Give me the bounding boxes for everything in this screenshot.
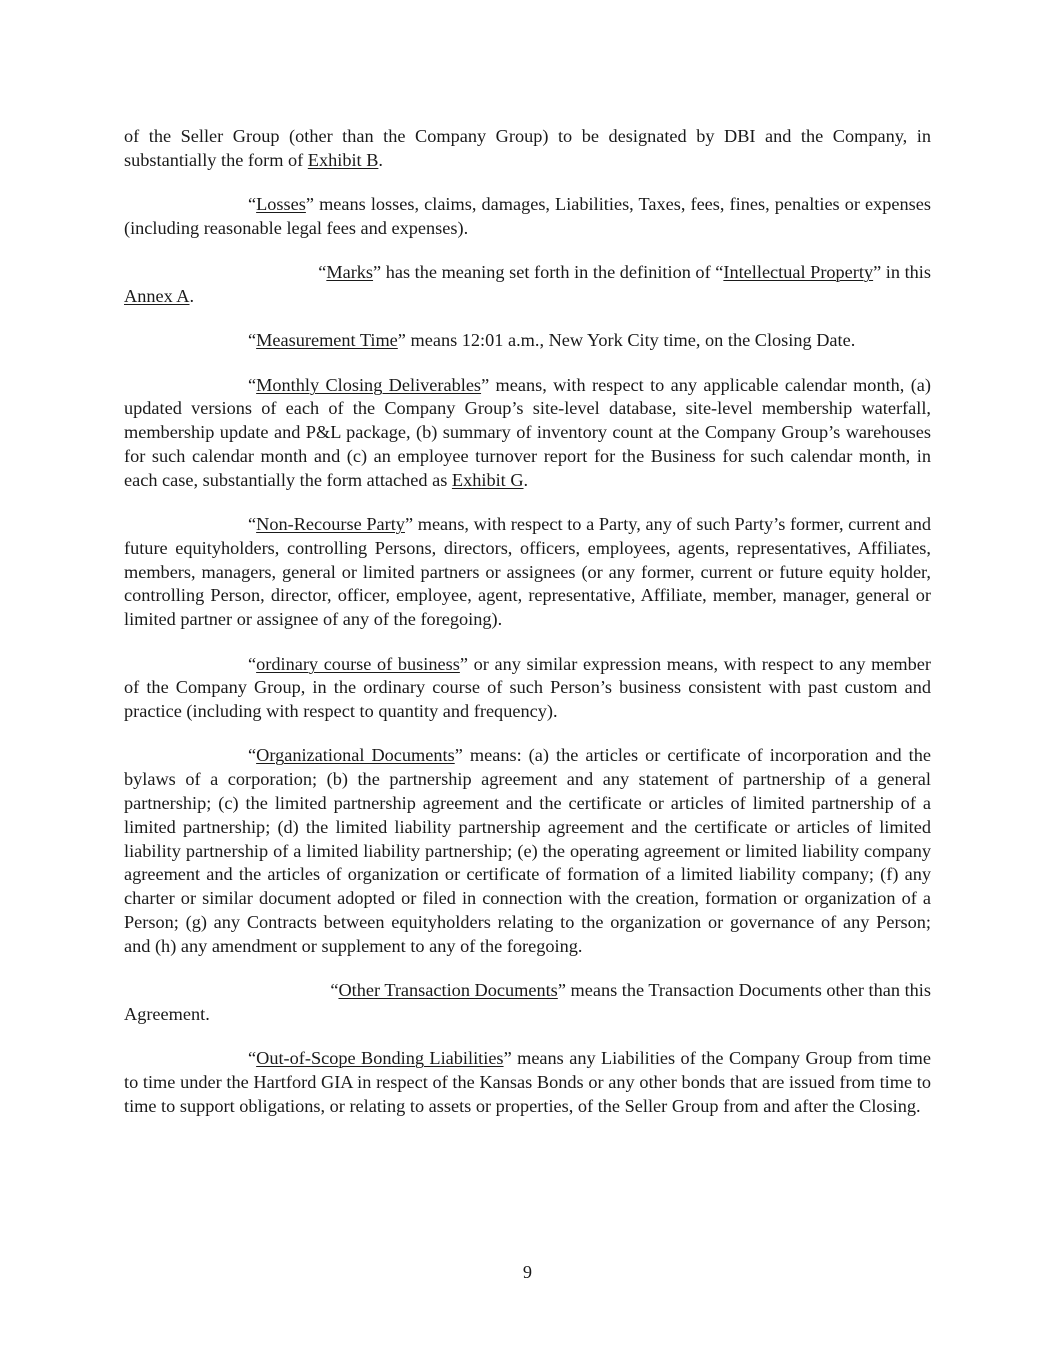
definition-non-recourse-party — [124, 513, 931, 632]
defined-term: Out-of-Scope Bonding Liabilities — [256, 1048, 504, 1069]
defined-term: Losses — [256, 194, 306, 215]
close-quote: ” — [454, 745, 463, 766]
defined-term: ordinary course of business — [256, 653, 460, 674]
definition-text: means the Transaction Documents other than this — [565, 980, 931, 1001]
paragraph-end: . — [189, 285, 195, 306]
close-quote: ” — [557, 980, 566, 1001]
close-quote: ” — [305, 194, 315, 215]
definition-text: means: (a) the articles or certificate of incorporation and the bylaws of a corporation; (b) the partnership agreement and any statement of partnership of a general partnership; (c) the limited partnership agreement and the certificate or articles of limited partnership of a limited partnership; (d) the limited liability partnership agreement and the certificate or articles of limited liability partnership of a limited liability partnership; (e) the operating agreement or limited liability company agreement and the articles of organization or certificate of formation of a limited liability company; (f) any charter or similar document adopted or filed in connection with the creation, formation or organization of a Person; (g) any Contracts between equityholders relating to the organization or governance of any Person; and (h) any amendment or supplement to any of the foregoing. — [124, 745, 931, 956]
defined-term: Organizational Documents — [256, 745, 455, 766]
close-quote: ” — [404, 514, 414, 535]
close-quote: ” — [373, 262, 382, 283]
paragraph-continuation — [124, 125, 931, 173]
defined-term: Non-Recourse Party — [256, 514, 405, 535]
definition-text: has the meaning set forth in the definition of “ — [381, 262, 724, 283]
defined-term: Measurement Time — [256, 330, 398, 351]
open-quote: “ — [248, 745, 257, 766]
close-quote: ” — [397, 330, 406, 351]
open-quote: “ — [318, 262, 327, 283]
definition-out-of-scope-bonding-liabilities — [124, 1047, 931, 1118]
definition-text: means any Liabilities of the Company Group from time to time under the Hartford GIA in respect of the Kansas Bonds or any other bonds that are issued from time to time to support obligations, or relating to assets or properties, of the Seller Group from and after the Closing. — [124, 1048, 932, 1116]
definition-marks — [124, 261, 931, 309]
definition-text: means 12:01 a.m., New York City time, on the Closing Date. — [405, 330, 856, 351]
page-number: 9 — [522, 1262, 533, 1282]
paragraph-text: of the Seller Group (other than the Company Group) to be designated by DBI and the Company, in substantially the form of — [124, 126, 931, 170]
open-quote: “ — [248, 1048, 257, 1069]
open-quote: “ — [330, 980, 339, 1001]
close-quote: ” — [481, 374, 490, 395]
open-quote: “ — [248, 514, 257, 535]
definition-monthly-closing-deliverables — [124, 374, 931, 493]
close-quote: ” — [503, 1048, 512, 1069]
definition-text: means losses, claims, damages, Liabilities, Taxes, fees, fines, penalties or expenses (including reasonable legal fees and expenses). — [124, 194, 931, 238]
paragraph-end: . — [523, 469, 529, 490]
open-quote: “ — [248, 194, 257, 215]
defined-term: Monthly Closing Deliverables — [256, 374, 482, 395]
open-quote: “ — [248, 653, 257, 674]
definition-text: means, with respect to a Party, any of such Party’s former, current and future equityholders, controlling Persons, directors, officers, employees, agents, representatives, Affiliates, members, managers, general or limited partners or assignees (or any former, current or future equity holder, controlling Person, director, officer, employee, agent, representative, Affiliate, member, manager, general or limited partner or assignee of any of the foregoing). — [124, 514, 931, 630]
definition-text: ” in this — [873, 262, 931, 283]
definition-text-continued: Agreement. — [124, 1003, 210, 1024]
exhibit-g-reference: Exhibit G — [451, 469, 524, 490]
open-quote: “ — [248, 374, 257, 395]
exhibit-b-reference: Exhibit B — [307, 149, 379, 170]
definition-text: or any similar expression means, with respect to any member of the Company Group, in the ordinary course of such Person’s business consistent with past custom and practice (including with respect to quantity and frequency). — [124, 653, 931, 722]
definition-measurement-time — [124, 329, 931, 353]
definition-ordinary-course-of-business — [124, 653, 931, 724]
close-quote: ” — [459, 653, 468, 674]
definition-other-transaction-documents — [124, 979, 931, 1027]
intellectual-property-reference: Intellectual Property — [723, 262, 874, 283]
document-body — [124, 125, 931, 1139]
open-quote: “ — [248, 330, 257, 351]
definition-organizational-documents — [124, 744, 931, 958]
defined-term: Marks — [326, 262, 374, 283]
paragraph-end: . — [378, 149, 383, 170]
definition-losses — [124, 193, 931, 241]
annex-a-reference: Annex A — [124, 285, 190, 306]
definition-text: means, with respect to any applicable calendar month, (a) updated versions of each of the Company Group’s site-level database, site-level membership waterfall, membership update and P&L package, (b) summary of inventory count at the Company Group’s warehouses for such calendar month and (c) an employee turnover report for the Business for such calendar month, in each case, substantially the form attached as — [124, 374, 932, 490]
defined-term: Other Transaction Documents — [338, 980, 558, 1001]
